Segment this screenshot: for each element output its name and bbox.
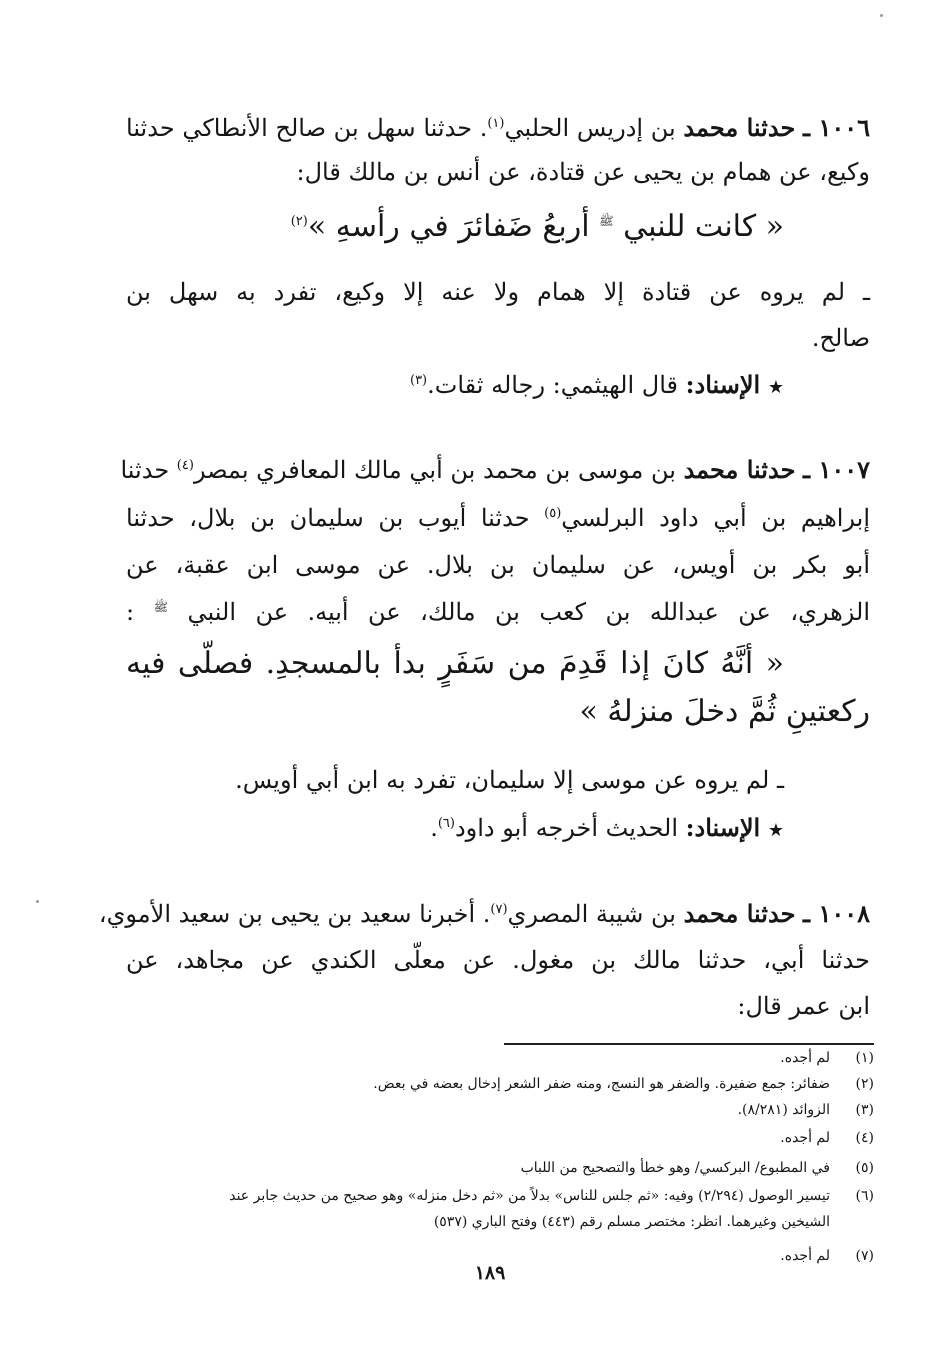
- footnote-text: في المطبوع/ البركسي/ وهو خطأ والتصحيح من اللباب: [520, 1160, 830, 1176]
- hadith-note: ـ لم يروه عن موسى إلا سليمان، تفرد به ابن أبي أويس.: [235, 766, 784, 794]
- narrator-text: بن شيبة المصري: [507, 900, 676, 928]
- narrator-text: بن موسى بن محمد بن أبي مالك المعافري بمصر: [193, 456, 676, 484]
- hadith-note: صالح.: [811, 324, 870, 352]
- footnote-number: (٣): [855, 1102, 874, 1118]
- narrator-text: . أخبرنا سعيد بن يحيى بن سعيد الأموي،: [98, 900, 491, 928]
- isnad-label: الإسناد:: [685, 370, 761, 399]
- footnote: [122, 1186, 874, 1206]
- salawat-symbol: ﷺ: [599, 214, 614, 228]
- footnote-number: (٧): [855, 1248, 874, 1264]
- hadith-line: [126, 498, 870, 538]
- isnad-text: .: [430, 814, 438, 842]
- hadith-number: ١٠٠٨ ـ: [803, 899, 870, 928]
- hadith-line: أبو بكر بن أويس، عن سليمان بن بلال. عن موسى ابن عقبة، عن: [126, 551, 870, 579]
- footnote-number: (٦): [855, 1188, 874, 1204]
- footnote-ref: (٣): [409, 373, 428, 388]
- hadith-number: ١٠٠٧ ـ: [803, 455, 870, 484]
- footnote-divider: [504, 1043, 874, 1045]
- hadith-line: ابن عمر قال:: [737, 992, 870, 1020]
- scan-speck: [880, 14, 883, 17]
- footnote-text: ضفائر: جمع ضفيرة. والضفر هو النسج، ومنه ضفر الشعر إدخال بعضه في بعض.: [373, 1076, 830, 1092]
- hadith-matn: « أنَّهُ كانَ إذا قَدِمَ من سَفَرٍ بدأ بالمسجدِ. فصلّى فيه: [126, 646, 784, 681]
- chain-opening: حدثنا محمد: [683, 113, 796, 142]
- narrator-text: الزهري، عن عبدالله بن كعب بن مالك، عن أبيه. عن النبي: [187, 598, 870, 626]
- narrator-text: بن إدريس الحلبي: [504, 114, 676, 142]
- footnote-number: (٤): [855, 1130, 874, 1146]
- footnote-ref: (٧): [490, 902, 508, 917]
- footnote-ref: (٦): [437, 816, 455, 831]
- hadith-line: حدثنا أبي، حدثنا مالك بن مغول. عن معلّى الكندي عن مجاهد، عن: [126, 946, 870, 974]
- narrator-text: حدثنا: [120, 456, 170, 484]
- footnote-ref: (١): [487, 116, 505, 131]
- footnote: [122, 1100, 874, 1120]
- hadith-matn: [126, 205, 784, 249]
- chain-opening: حدثنا محمد: [683, 455, 796, 484]
- footnote-number: (٥): [855, 1160, 874, 1176]
- chain-opening: حدثنا محمد: [683, 899, 796, 928]
- footnote-text: لم أجده.: [780, 1050, 830, 1066]
- footnote-ref: (٥): [544, 506, 562, 521]
- narrator-text: . حدثنا سهل بن صالح الأنطاكي حدثنا: [126, 114, 488, 142]
- matn-text: « كانت للنبي: [623, 209, 784, 244]
- hadith-number: ١٠٠٦ ـ: [802, 113, 870, 142]
- hadith-line: وكيع، عن همام بن يحيى عن قتادة، عن أنس بن مالك قال:: [296, 158, 870, 186]
- isnad-text: الحديث أخرجه أبو داود: [454, 814, 678, 842]
- hadith-line: [120, 450, 870, 490]
- footnote: [122, 1048, 874, 1068]
- narrator-text: حدثنا أيوب بن سليمان بن بلال، حدثنا: [126, 504, 530, 532]
- hadith-line: [126, 592, 870, 632]
- scan-speck: [36, 900, 39, 903]
- page-number: ١٨٩: [474, 1262, 506, 1284]
- isnad-line: [126, 808, 784, 848]
- hadith-matn: ركعتينِ ثُمَّ دخلَ منزلهُ »: [579, 694, 870, 729]
- star-icon: ★: [767, 820, 784, 841]
- isnad-text: قال الهيثمي: رجاله ثقات.: [427, 371, 678, 399]
- footnote-text: الزوائد (٨/٢٨١).: [737, 1102, 830, 1118]
- narrator-text: إبراهيم بن أبي داود البرلسي: [561, 504, 870, 532]
- hadith-line: [98, 894, 870, 934]
- footnote-number: (٢): [855, 1076, 874, 1092]
- footnote-text: تيسير الوصول (٢/٢٩٤) وفيه: «ثم جلس للناس» بدلاً من «ثم دخل منزله» وهو صحيح من حديث جابر عند: [229, 1188, 830, 1204]
- isnad-line: [126, 365, 784, 405]
- footnote: [122, 1158, 874, 1178]
- footnote-ref: (٢): [290, 214, 308, 229]
- footnote: [122, 1074, 874, 1094]
- star-icon: ★: [767, 377, 784, 398]
- hadith-note: ـ لم يروه عن قتادة إلا همام ولا عنه إلا وكيع، تفرد به سهل بن: [126, 278, 871, 306]
- footnote-text: لم أجده.: [780, 1248, 830, 1264]
- isnad-label: الإسناد:: [685, 813, 761, 842]
- footnote-number: (١): [855, 1050, 874, 1066]
- footnote-text: لم أجده.: [780, 1130, 830, 1146]
- footnote-ref: (٤): [176, 458, 194, 473]
- hadith-line: [126, 108, 870, 148]
- footnote: [122, 1128, 874, 1148]
- footnote-continuation: الشيخين وغيرهما. انظر: مختصر مسلم رقم (٤٤٣) وفتح الباري (٥٣٧): [433, 1214, 830, 1230]
- salawat-symbol: ﷺ: [153, 600, 169, 614]
- matn-text: أربعُ ضَفائرَ في رأسهِ »: [307, 209, 590, 244]
- narrator-text: :: [126, 598, 135, 626]
